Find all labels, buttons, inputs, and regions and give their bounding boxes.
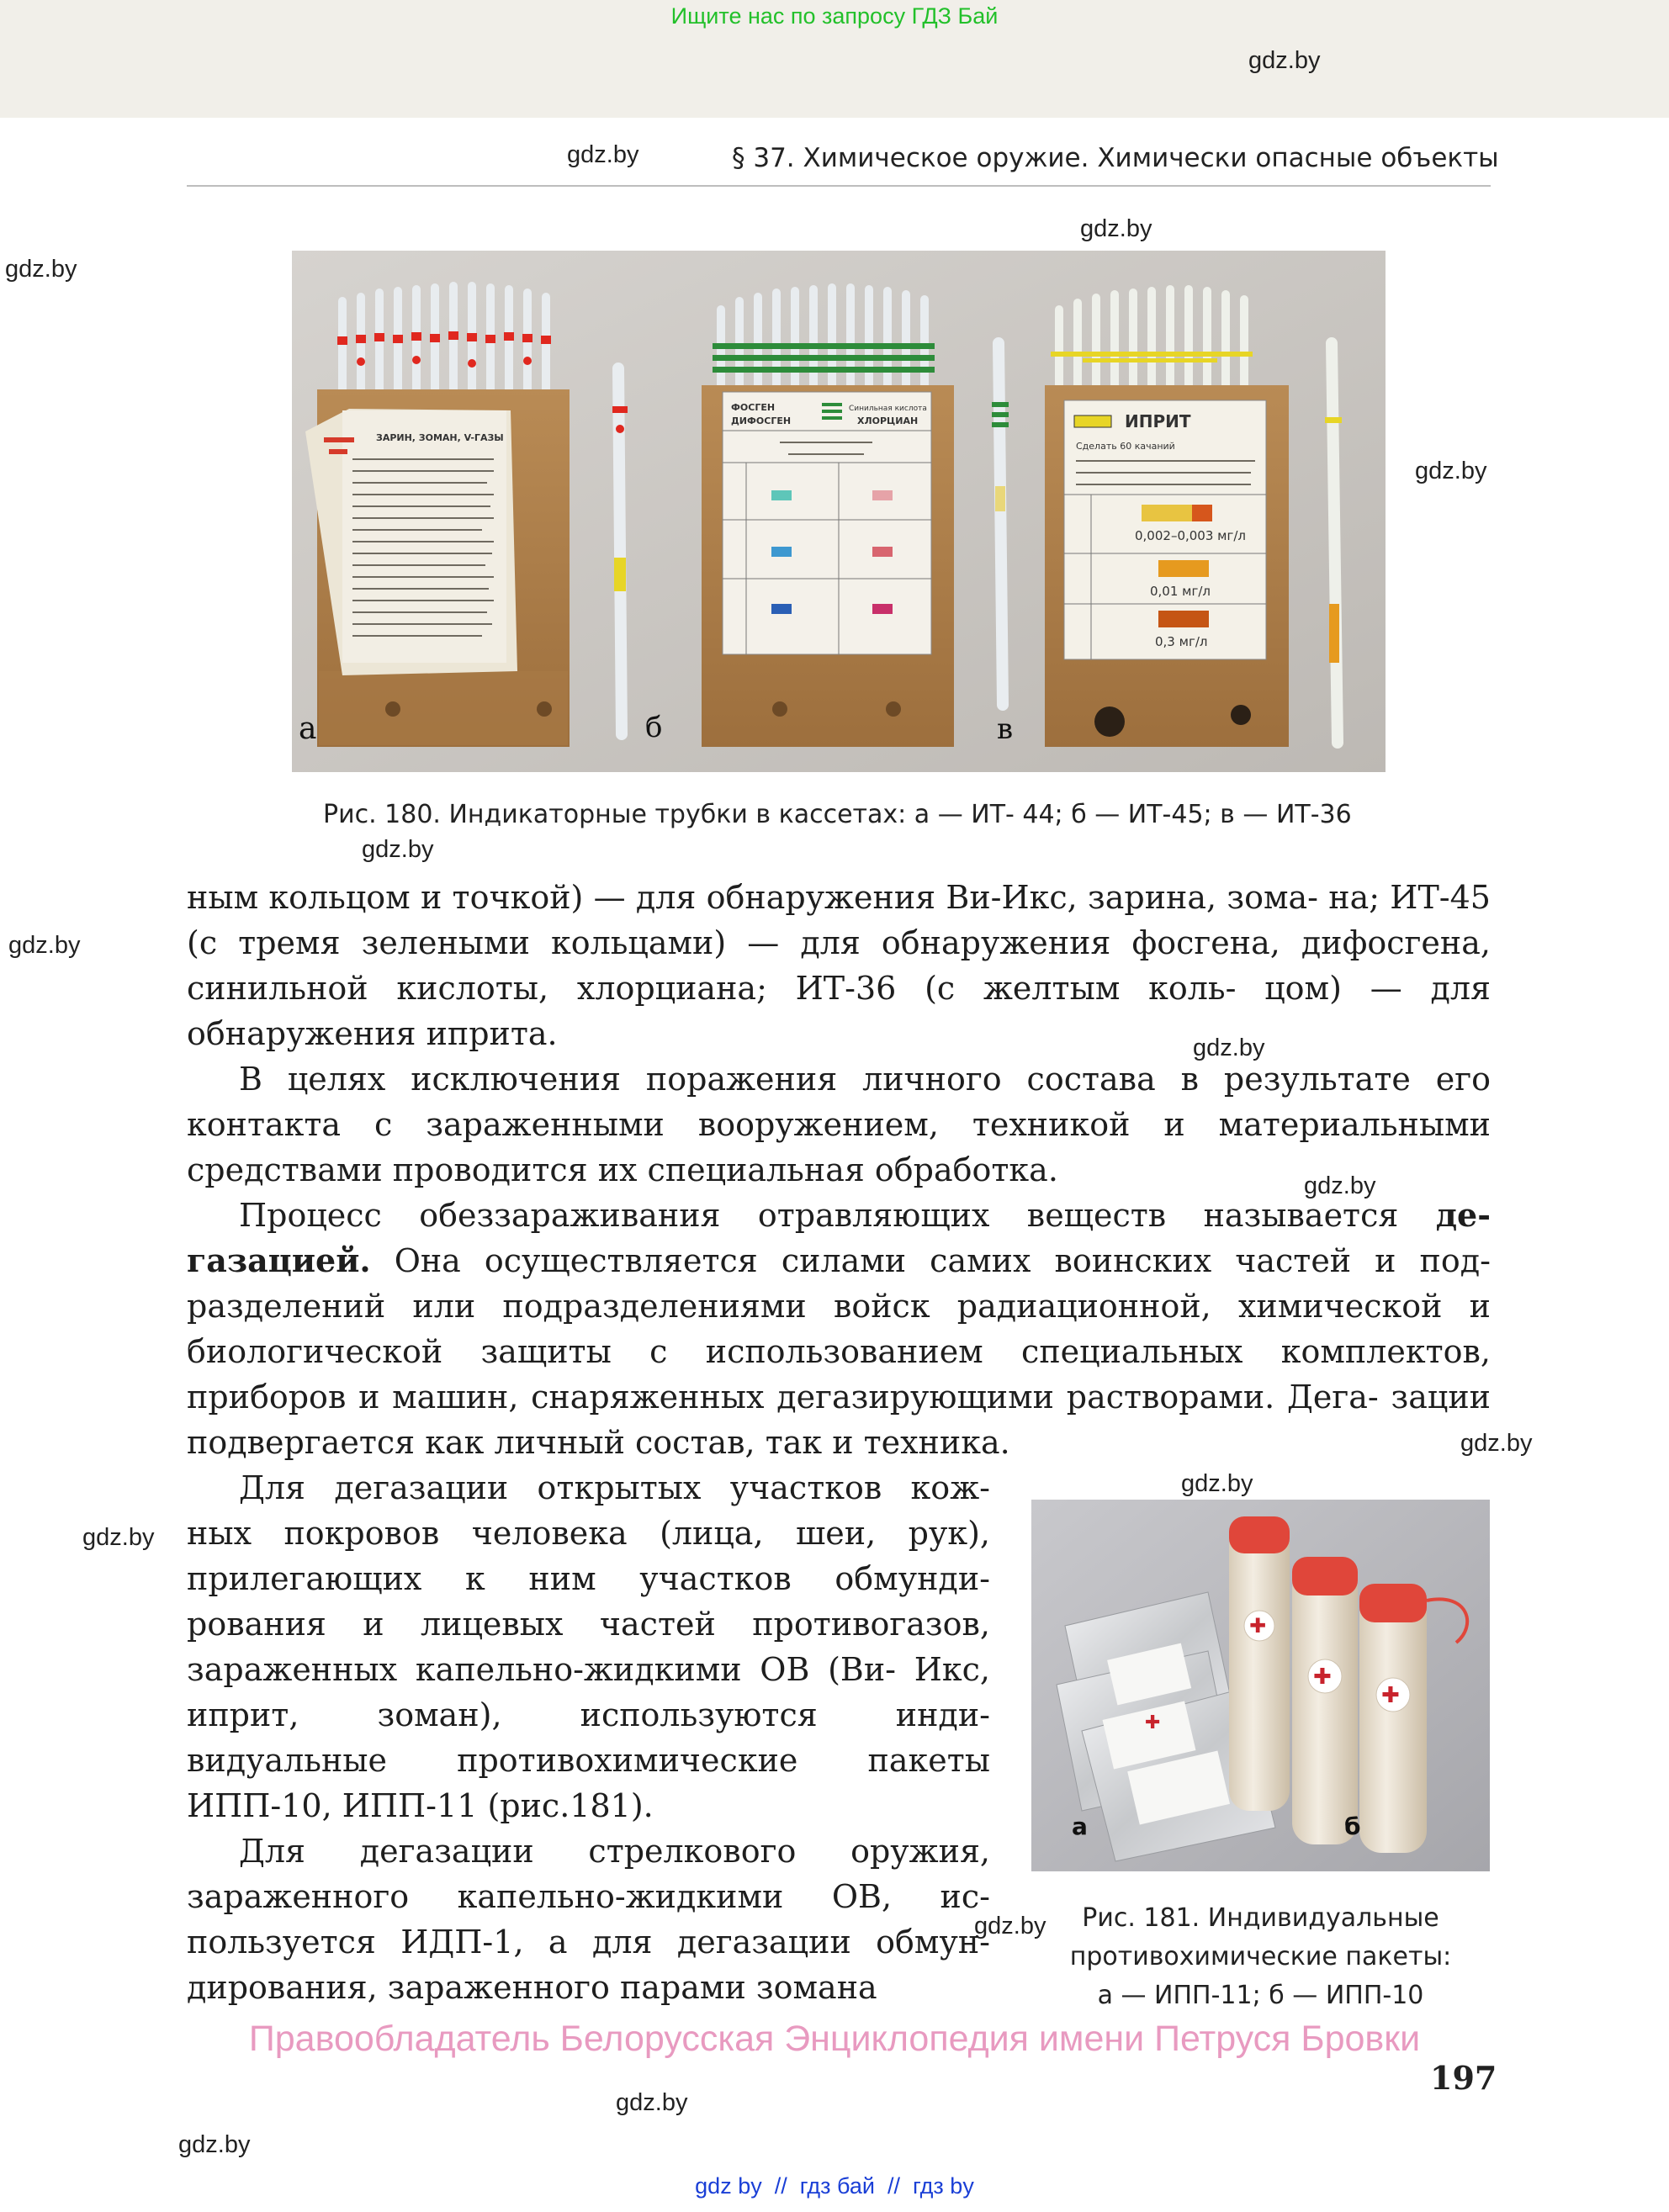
footer-separator: // xyxy=(887,2173,901,2199)
svg-text:0,002–0,003 мг/л: 0,002–0,003 мг/л xyxy=(1135,528,1246,543)
figure-letter-a: а xyxy=(299,712,317,746)
svg-text:Синильная кислота: Синильная кислота xyxy=(849,405,927,413)
figure-letter-b: б xyxy=(1344,1812,1361,1840)
footer-link[interactable]: гдз by xyxy=(913,2173,974,2199)
footer-separator: // xyxy=(774,2173,787,2199)
paragraph-2: В целях исключения поражения личного состава в результате его контакта с зараженными вооружением, техникой и материальными средствами проводится их специальная обработка. xyxy=(187,1061,1491,1188)
watermark: gdz.by xyxy=(616,2089,688,2116)
figure-180-photo xyxy=(292,251,1386,772)
watermark: gdz.by xyxy=(1181,1470,1253,1497)
figure-letter-v: в xyxy=(997,712,1014,746)
head-rule xyxy=(187,185,1491,187)
svg-text:0,01 мг/л: 0,01 мг/л xyxy=(1150,584,1211,599)
svg-text:ХЛОРЦИАН: ХЛОРЦИАН xyxy=(857,415,919,426)
figure-181-photo xyxy=(1031,1500,1490,1871)
watermark: gdz.by xyxy=(974,1913,1046,1939)
svg-text:ДИФОСГЕН: ДИФОСГЕН xyxy=(731,415,792,426)
paragraph-4: Для дегазации открытых участков кож- ных покровов человека (лица, шеи, рук), прилегающих к ним участков обмунди- рования и лицевых частей противогазов, зараженных капельно-жидкими ОВ (Ви- Икс, иприт, зоман), используются инди- видуальные противохимические пакеты ИПП-10, ИПП-11 (рис.181). xyxy=(187,1469,990,1824)
figure-letter-b: б xyxy=(645,711,663,744)
svg-text:ЗАРИН, ЗОМАН, V-ГАЗЫ: ЗАРИН, ЗОМАН, V-ГАЗЫ xyxy=(376,432,504,443)
footer-link[interactable]: гдз бай xyxy=(799,2173,875,2199)
figure-181-caption: Рис. 181. Индивидуальные противохимические пакеты: а — ИПП-11; б — ИПП-10 xyxy=(1069,1903,1452,2010)
watermark: gdz.by xyxy=(5,256,77,283)
svg-text:✚: ✚ xyxy=(1145,1712,1161,1733)
footer-links xyxy=(0,2173,1669,2199)
paragraph-3: Процесс обеззараживания отравляющих веществ называется де- газацией. Она осуществляется силами самих воинских частей и под- разделений или подразделениями войск радиационной, химической и биологической защиты с использованием специальных комплектов, приборов и машин, снаряженных дегазирующими растворами. Дега- зации подвергается как личный состав, так и техника. xyxy=(187,1196,1491,1461)
svg-text:✚: ✚ xyxy=(1381,1683,1400,1708)
watermark: gdz.by xyxy=(82,1524,155,1551)
svg-text:✚: ✚ xyxy=(1313,1664,1332,1690)
watermark: gdz.by xyxy=(1193,1035,1265,1061)
paragraph-5: Для дегазации стрелкового оружия, зараженного капельно-жидкими ОВ, ис- пользуется ИДП-1, а для дегазации обмун- дирования, зараженного парами зомана xyxy=(187,1833,990,2006)
figure-180-caption: Рис. 180. Индикаторные трубки в кассетах: а — ИТ- 44; б — ИТ-45; в — ИТ-36 xyxy=(323,800,1352,829)
paragraph-1: ным кольцом и точкой) — для обнаружения Ви-Икс, зарина, зома- на; ИТ-45 (с тремя зелеными кольцами) — для обнаружения фосгена, дифосгена, синильной кислоты, хлорциана; ИТ-36 (с желтым коль- цом) — для обнаружения иприта. xyxy=(187,879,1491,1052)
running-head: § 37. Химическое оружие. Химически опасные объекты xyxy=(732,143,1499,173)
svg-text:ИПРИТ: ИПРИТ xyxy=(1125,411,1191,431)
watermark: gdz.by xyxy=(1248,47,1321,74)
copyright-notice: Правообладатель Белорусская Энциклопедия имени Петруся Бровки xyxy=(248,2019,1421,2059)
svg-text:0,3 мг/л: 0,3 мг/л xyxy=(1155,634,1208,649)
search-hint[interactable]: Ищите нас по запросу ГДЗ Бай xyxy=(670,3,999,29)
watermark: gdz.by xyxy=(1460,1430,1533,1457)
watermark: gdz.by xyxy=(1415,458,1487,484)
watermark: gdz.by xyxy=(8,932,81,959)
watermark: gdz.by xyxy=(567,141,639,168)
watermark: gdz.by xyxy=(178,2131,251,2158)
svg-text:Сделать 60 качаний: Сделать 60 качаний xyxy=(1076,441,1175,452)
watermark: gdz.by xyxy=(362,836,434,863)
footer-link[interactable]: gdz by xyxy=(695,2173,762,2199)
watermark: gdz.by xyxy=(1304,1172,1376,1199)
svg-text:✚: ✚ xyxy=(1249,1614,1267,1638)
watermark: gdz.by xyxy=(1080,215,1152,242)
figure-letter-a: а xyxy=(1072,1812,1088,1840)
term-degassing: де- xyxy=(1435,1196,1491,1234)
svg-text:ФОСГЕН: ФОСГЕН xyxy=(731,402,776,413)
page-number: 197 xyxy=(1430,2059,1497,2097)
